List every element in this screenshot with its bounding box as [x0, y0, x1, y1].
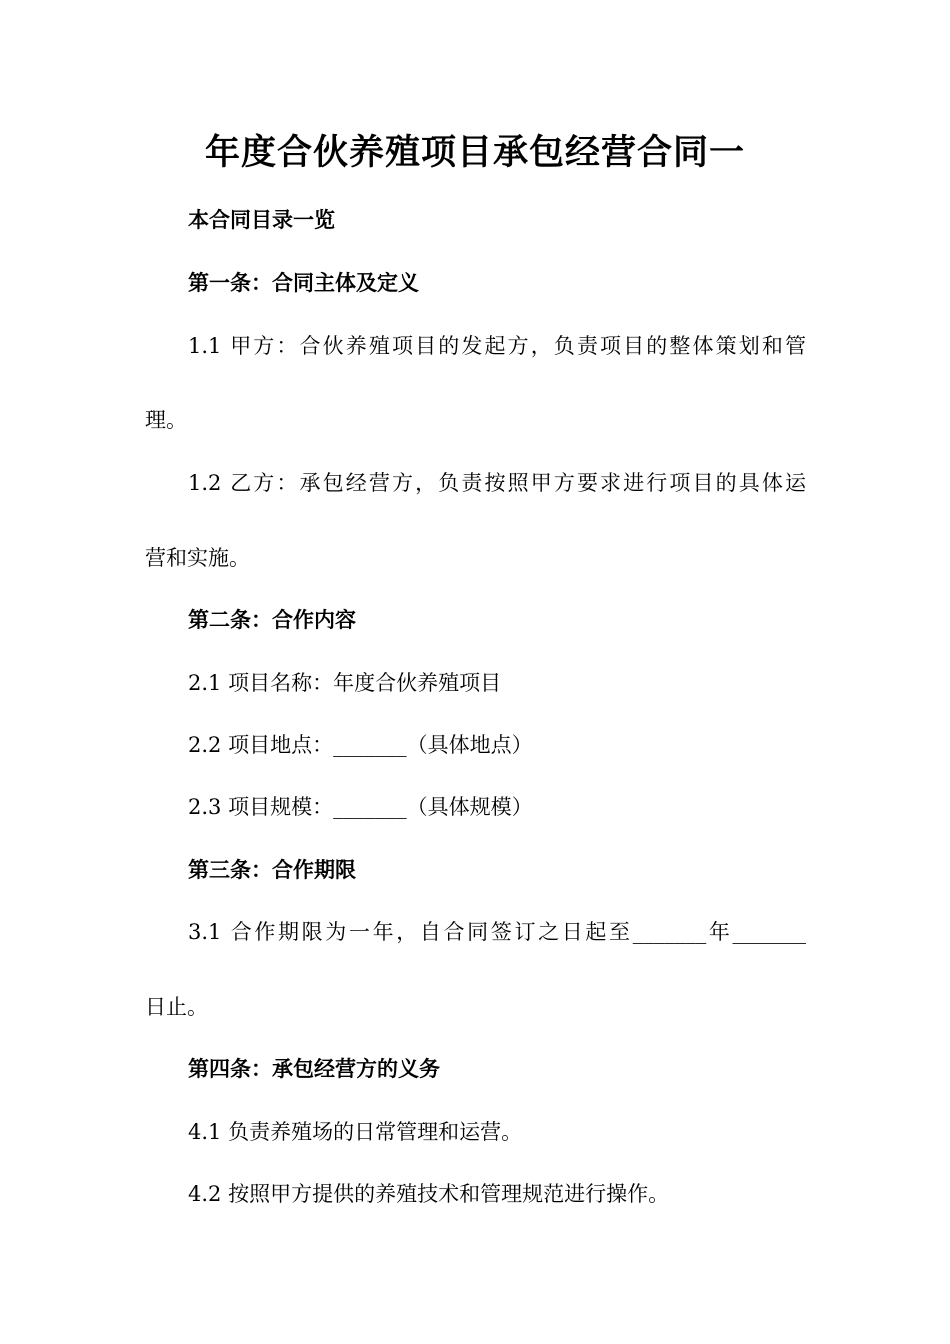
clause-text: 3.1 合作期限为一年，自合同签订之日起至_______年_______ [188, 920, 806, 944]
section-heading: 第四条：承包经营方的义务 [188, 1057, 440, 1081]
section-heading: 第二条：合作内容 [188, 608, 356, 632]
toc-heading: 本合同目录一览 [188, 208, 335, 232]
clause-continuation: 营和实施。 [145, 546, 250, 570]
clause-text: 4.2 按照甲方提供的养殖技术和管理规范进行操作。 [188, 1182, 670, 1206]
section-heading: 第三条：合作期限 [188, 858, 356, 882]
clause-text: 2.1 项目名称：年度合伙养殖项目 [188, 671, 502, 695]
clause-text: 4.1 负责养殖场的日常管理和运营。 [188, 1120, 523, 1144]
clause-text: 1.2 乙方：承包经营方，负责按照甲方要求进行项目的具体运 [188, 471, 806, 495]
clause-text: 2.3 项目规模：_______（具体规模） [188, 795, 533, 819]
section-heading: 第一条：合同主体及定义 [188, 271, 419, 295]
document-title: 年度合伙养殖项目承包经营合同一 [204, 133, 745, 173]
clause-text: 1.1 甲方：合伙养殖项目的发起方，负责项目的整体策划和管 [188, 334, 806, 358]
clause-text: 2.2 项目地点：_______（具体地点） [188, 733, 533, 757]
clause-continuation: 理。 [145, 408, 187, 432]
clause-continuation: 日止。 [145, 995, 208, 1019]
